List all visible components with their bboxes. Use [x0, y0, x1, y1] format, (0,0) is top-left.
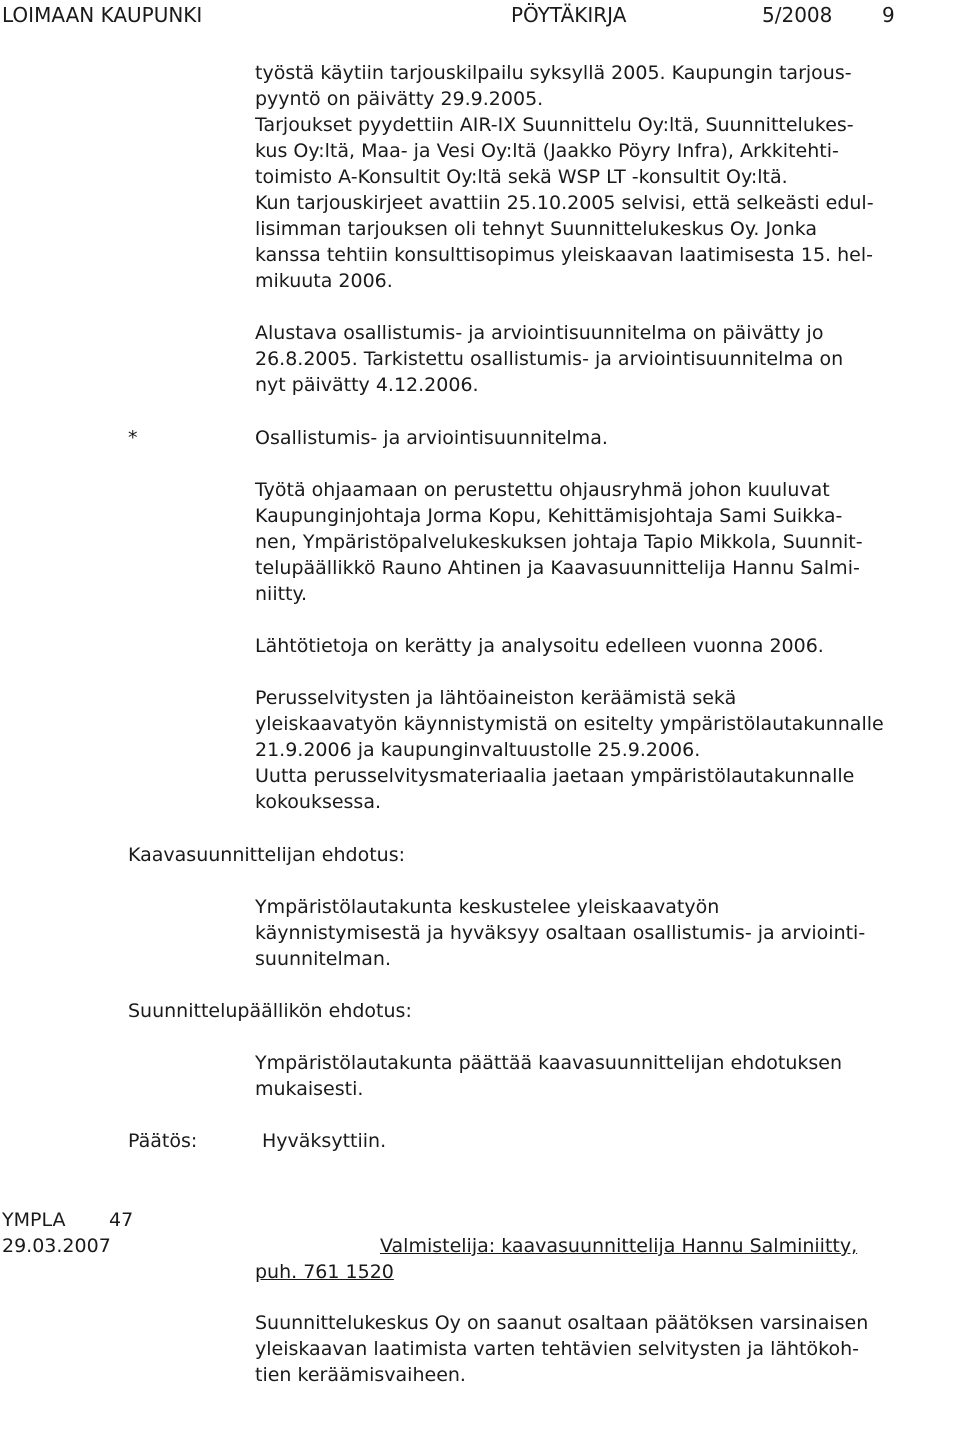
- decision-value: Hyväksyttiin.: [262, 1130, 387, 1152]
- header-issue-number: 5/2008: [762, 3, 833, 27]
- preparer-phone: puh. 761 1520: [255, 1261, 394, 1283]
- item-number: 47: [109, 1209, 134, 1231]
- text-line: yleiskaavatyön käynnistymistä on esitelty ympäristölautakunnalle: [255, 713, 884, 735]
- text-line: Ympäristölautakunta päättää kaavasuunnittelijan ehdotuksen: [255, 1052, 843, 1074]
- text-line: mukaisesti.: [255, 1078, 364, 1100]
- text-line: Alustava osallistumis- ja arviointisuunnitelma on päivätty jo: [255, 322, 824, 344]
- text-line: suunnitelman.: [255, 948, 391, 970]
- text-line: 21.9.2006 ja kaupunginvaltuustolle 25.9.2006.: [255, 739, 701, 761]
- text-line: tien keräämisvaiheen.: [255, 1364, 466, 1386]
- planner-proposal-label: Kaavasuunnittelijan ehdotus:: [128, 844, 406, 866]
- text-line: niitty.: [255, 583, 308, 605]
- item-code: YMPLA: [2, 1209, 66, 1231]
- data-gathering-text: Lähtötietoja on kerätty ja analysoitu edelleen vuonna 2006.: [255, 635, 824, 657]
- attachment-marker: *: [128, 427, 138, 449]
- text-line: kokouksessa.: [255, 791, 382, 813]
- item-date: 29.03.2007: [2, 1235, 111, 1257]
- text-line: Uutta perusselvitysmateriaalia jaetaan ympäristölautakunnalle: [255, 765, 855, 787]
- text-line: telupäällikkö Rauno Ahtinen ja Kaavasuunnittelija Hannu Salmi-: [255, 557, 860, 579]
- header-page-number: 9: [882, 3, 895, 27]
- text-line: lisimman tarjouksen oli tehnyt Suunnittelukeskus Oy. Jonka: [255, 218, 818, 240]
- preparer-text: Valmistelija: kaavasuunnittelija Hannu Salminiitty,: [380, 1235, 858, 1257]
- text-line: nyt päivätty 4.12.2006.: [255, 374, 479, 396]
- chief-proposal-label: Suunnittelupäällikön ehdotus:: [128, 1000, 412, 1022]
- header-organization: LOIMAAN KAUPUNKI: [2, 3, 203, 27]
- text-line: Ympäristölautakunta keskustelee yleiskaavatyön: [255, 896, 720, 918]
- text-line: Perusselvitysten ja lähtöaineiston keräämistä sekä: [255, 687, 737, 709]
- text-line: käynnistymisestä ja hyväksyy osaltaan osallistumis- ja arviointi-: [255, 922, 866, 944]
- text-line: pyyntö on päivätty 29.9.2005.: [255, 88, 544, 110]
- text-line: mikuuta 2006.: [255, 270, 393, 292]
- text-line: työstä käytiin tarjouskilpailu syksyllä 2005. Kaupungin tarjous-: [255, 62, 852, 84]
- text-line: toimisto A-Konsultit Oy:ltä sekä WSP LT -konsultit Oy:ltä.: [255, 166, 788, 188]
- text-line: yleiskaavan laatimista varten tehtävien selvitysten ja lähtökoh-: [255, 1338, 859, 1360]
- text-line: Kun tarjouskirjeet avattiin 25.10.2005 selvisi, että selkeästi edul-: [255, 192, 874, 214]
- text-line: kus Oy:ltä, Maa- ja Vesi Oy:ltä (Jaakko Pöyry Infra), Arkkitehti-: [255, 140, 839, 162]
- text-line: 26.8.2005. Tarkistettu osallistumis- ja arviointisuunnitelma on: [255, 348, 844, 370]
- text-line: Työtä ohjaamaan on perustettu ohjausryhmä johon kuuluvat: [255, 479, 830, 501]
- header-document-type: PÖYTÄKIRJA: [511, 3, 627, 27]
- text-line: nen, Ympäristöpalvelukeskuksen johtaja Tapio Mikkola, Suunnit-: [255, 531, 863, 553]
- decision-label: Päätös:: [128, 1130, 198, 1152]
- text-line: Suunnittelukeskus Oy on saanut osaltaan päätöksen varsinaisen: [255, 1312, 869, 1334]
- text-line: Kaupunginjohtaja Jorma Kopu, Kehittämisjohtaja Sami Suikka-: [255, 505, 843, 527]
- text-line: kanssa tehtiin konsulttisopimus yleiskaavan laatimisesta 15. hel-: [255, 244, 873, 266]
- attachment-text: Osallistumis- ja arviointisuunnitelma.: [255, 427, 608, 449]
- text-line: Tarjoukset pyydettiin AIR-IX Suunnittelu Oy:ltä, Suunnittelukes-: [255, 114, 854, 136]
